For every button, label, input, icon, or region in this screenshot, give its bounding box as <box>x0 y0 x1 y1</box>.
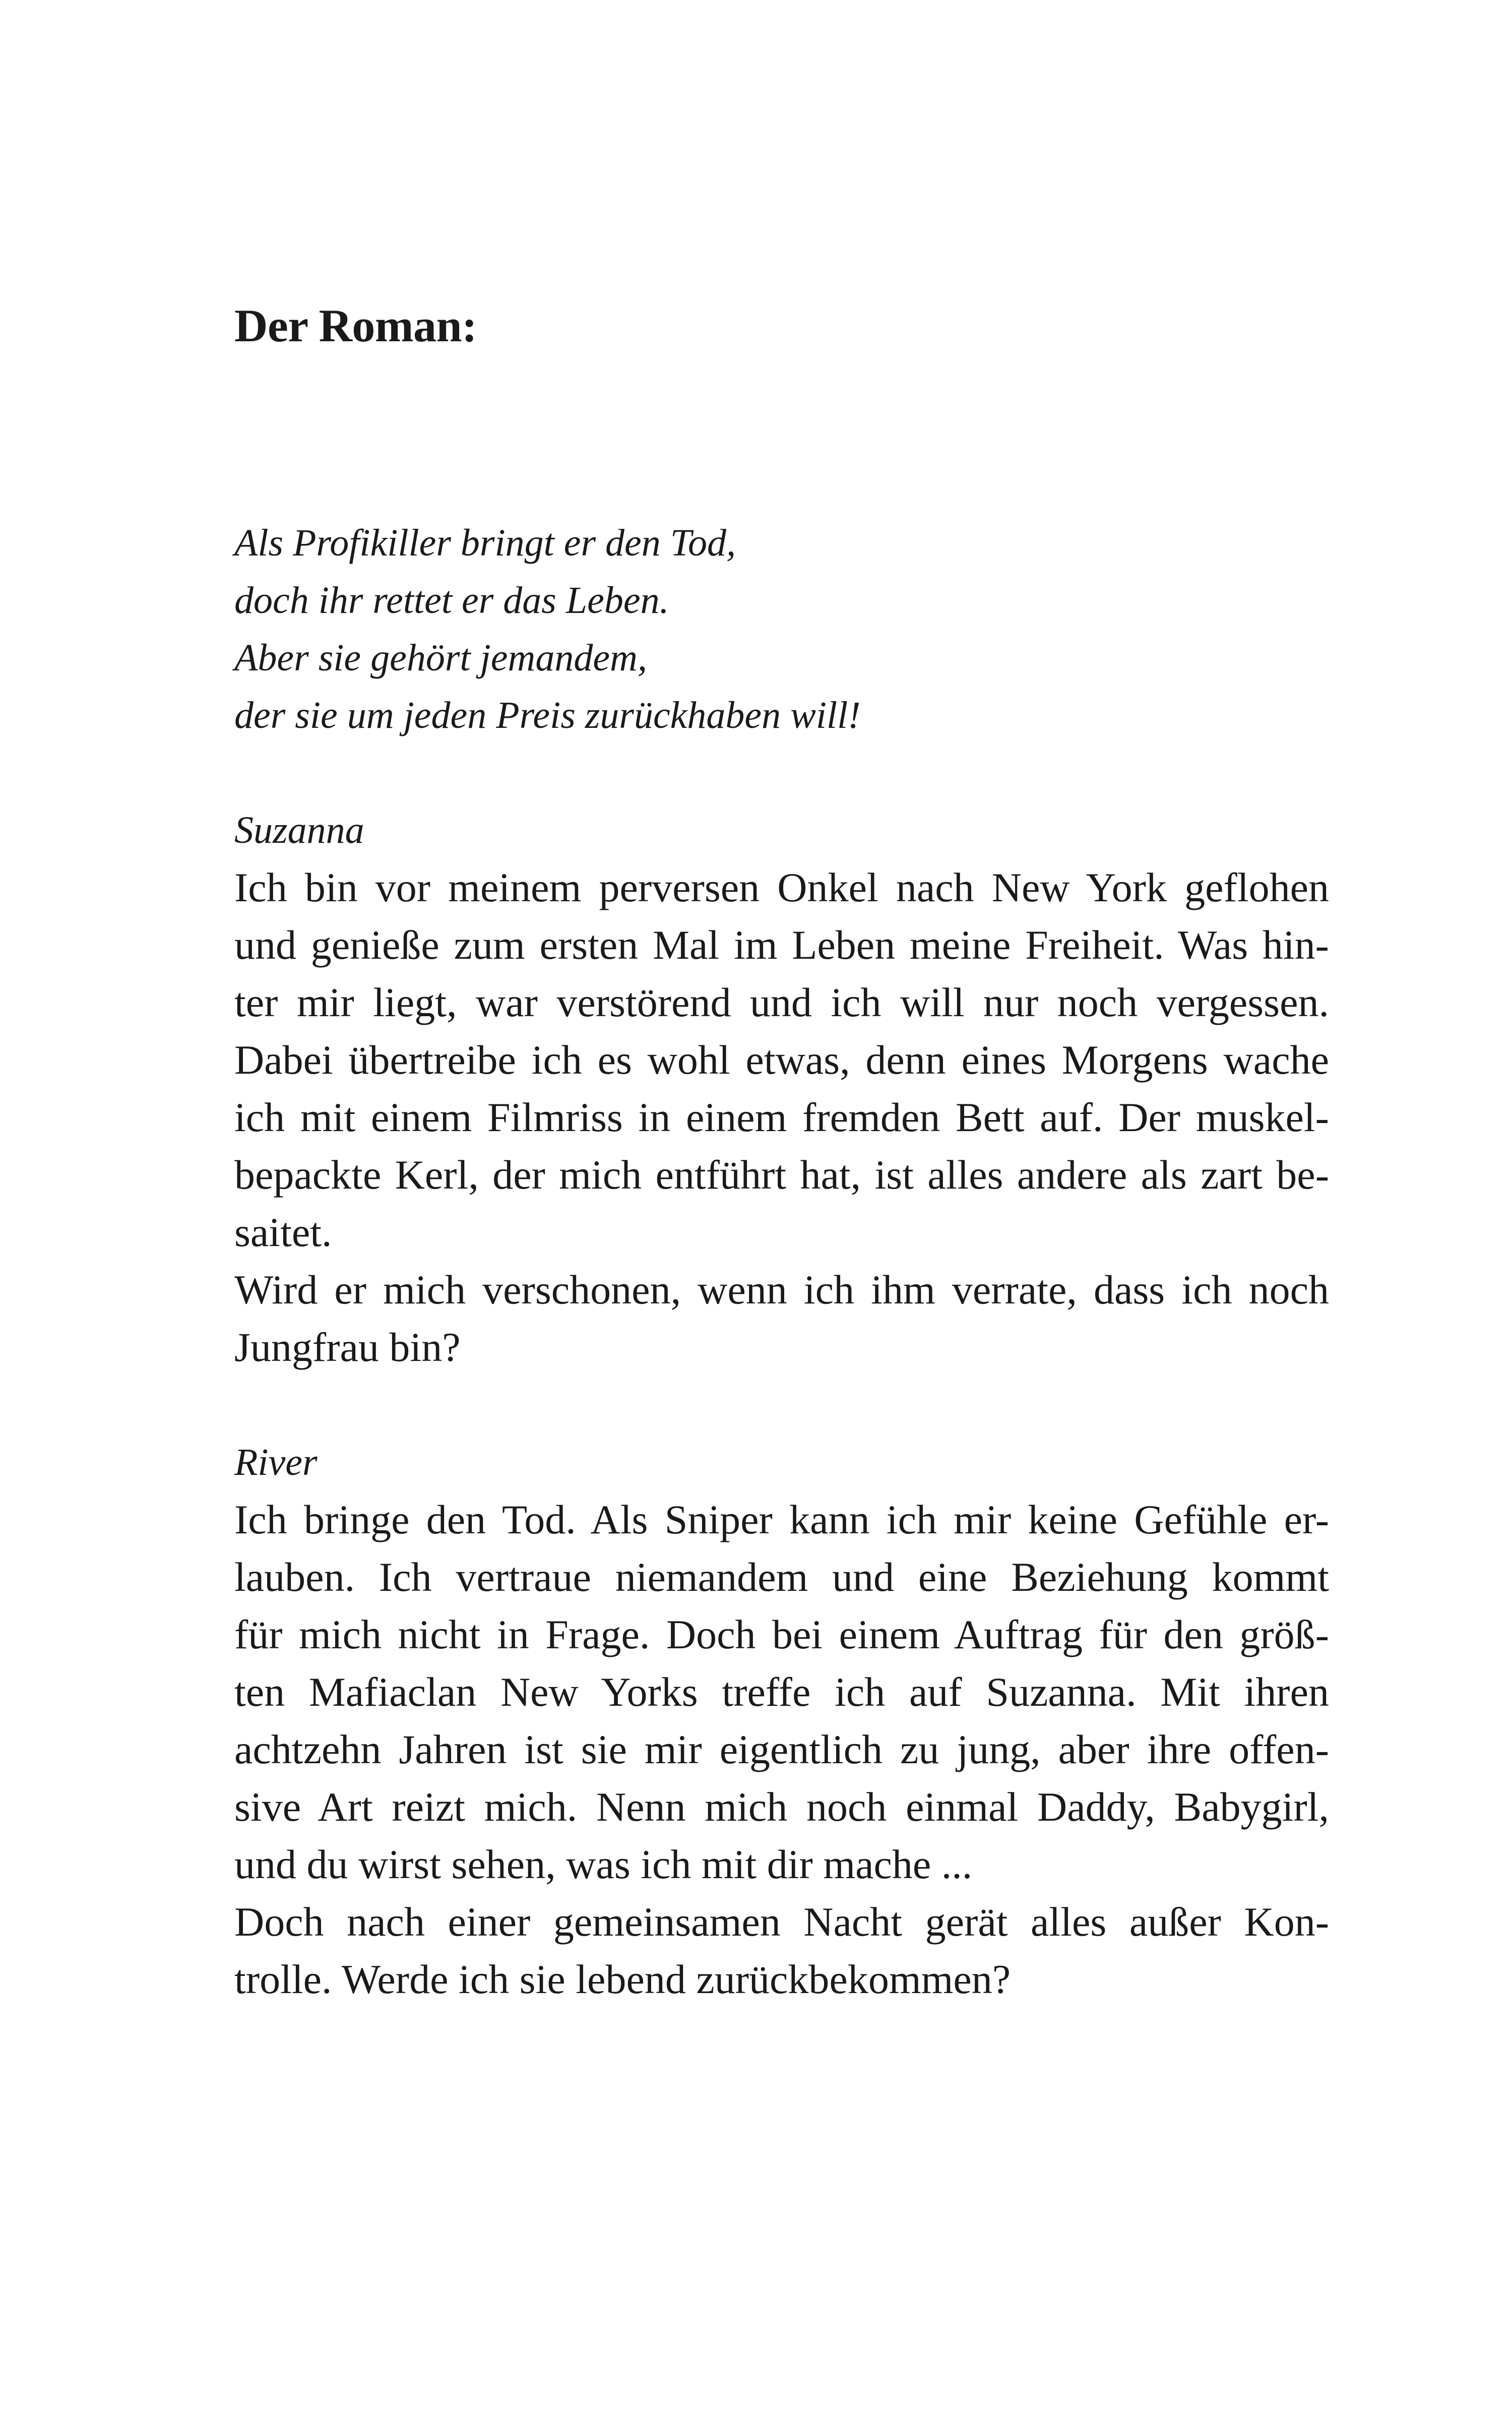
text-line: und genieße zum ersten Mal im Leben meine Freiheit. Was hin- <box>234 922 1329 968</box>
text-line: und du wirst sehen, was ich mit dir mache ... <box>234 1841 973 1887</box>
verse-line: Aber sie gehört jemandem, <box>234 637 647 679</box>
text-line: für mich nicht in Frage. Doch bei einem Auftrag für den größ- <box>234 1612 1329 1657</box>
text-line: saitet. <box>234 1209 332 1255</box>
paragraph <box>234 1491 1329 1893</box>
text-line: achtzehn Jahren ist sie mir eigentlich zu jung, aber ihre offen- <box>234 1726 1329 1772</box>
speaker-name: Suzanna <box>234 809 364 851</box>
text-line: ten Mafiaclan New Yorks treffe ich auf Suzanna. Mit ihren <box>234 1669 1329 1715</box>
paragraph <box>234 859 1329 1261</box>
book-page <box>234 302 1329 2008</box>
section-river <box>234 1434 1329 2008</box>
section-suzanna <box>234 801 1329 1376</box>
verse-line: der sie um jeden Preis zurückhaben will! <box>234 694 861 736</box>
text-line: trolle. Werde ich sie lebend zurückbekommen? <box>234 1956 1011 2002</box>
verse-line: doch ihr rettet er das Leben. <box>234 579 669 622</box>
tagline-verse <box>234 514 1329 744</box>
page-title: Der Roman: <box>234 300 477 351</box>
text-line: Ich bringe den Tod. Als Sniper kann ich mir keine Gefühle er- <box>234 1497 1329 1542</box>
text-line: lauben. Ich vertraue niemandem und eine Beziehung kommt <box>234 1554 1329 1600</box>
text-line: Ich bin vor meinem perversen Onkel nach New York geflohen <box>234 864 1329 910</box>
text-line: sive Art reizt mich. Nenn mich noch einmal Daddy, Babygirl, <box>234 1784 1329 1830</box>
text-line: ter mir liegt, war verstörend und ich will nur noch vergessen. <box>234 979 1329 1025</box>
text-line: Dabei übertreibe ich es wohl etwas, denn eines Morgens wache <box>234 1037 1329 1083</box>
text-line: Wird er mich verschonen, wenn ich ihm verrate, dass ich noch <box>234 1267 1329 1313</box>
verse-line: Als Profikiller bringt er den Tod, <box>234 522 736 564</box>
text-line: Doch nach einer gemeinsamen Nacht gerät alles außer Kon- <box>234 1899 1329 1945</box>
speaker-name: River <box>234 1441 318 1483</box>
text-line: ich mit einem Filmriss in einem fremden Bett auf. Der muskel- <box>234 1094 1329 1140</box>
paragraph <box>234 1893 1329 2008</box>
paragraph <box>234 1261 1329 1376</box>
text-line: bepackte Kerl, der mich entführt hat, ist alles andere als zart be- <box>234 1152 1329 1198</box>
text-line: Jungfrau bin? <box>234 1324 461 1370</box>
